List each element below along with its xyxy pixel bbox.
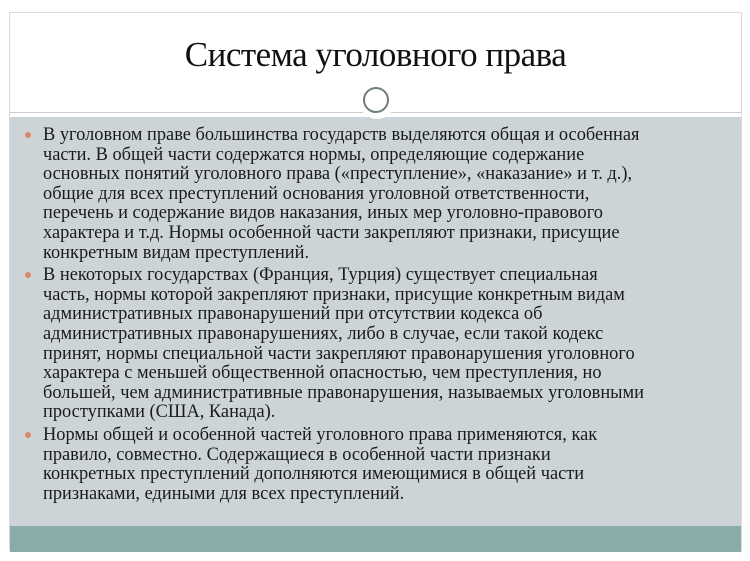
text-line: большей, чем административные правонарушения, называемых уголовными: [43, 381, 645, 403]
bullet-dot-icon: [25, 432, 31, 438]
footer-bar: [10, 526, 741, 552]
circle-ornament-icon: [359, 83, 395, 119]
text-line: характера и т.д. Нормы особенной части закрепляют признаки, присущие: [43, 221, 620, 243]
text-line: проступками (США, Канада).: [43, 401, 276, 423]
text-line: Нормы общей и особенной частей уголовного права применяются, как: [43, 423, 598, 445]
bullet-dot-icon: [25, 132, 31, 138]
text-line: принят, нормы специальной части закрепляют правонарушения уголовного: [43, 342, 635, 364]
text-line: конкретным видам преступлений.: [43, 241, 310, 263]
bullet-item: [43, 125, 743, 262]
text-line: В уголовном праве большинства государств выделяются общая и особенная: [43, 124, 640, 145]
text-line: административных правонарушений при отсутствии кодекса об: [43, 303, 543, 325]
text-line: конкретных преступлений дополняются имеющимися в общей части: [43, 463, 585, 485]
slide-title: Система уголовного права: [184, 35, 567, 74]
slide: [9, 12, 742, 551]
bullet-item: [43, 425, 743, 503]
text-line: часть, нормы которой закрепляют признаки, присущие конкретным видам: [43, 283, 625, 305]
text-line: правило, совместно. Содержащиеся в особенной части признаки: [43, 443, 551, 465]
text-line: общие для всех преступлений основания уголовной ответственности,: [43, 182, 590, 204]
text-line: административных правонарушениях, либо в случае, если такой кодекс: [43, 322, 604, 344]
text-line: характера с меньшей общественной опасностью, чем преступления, но: [43, 362, 602, 384]
text-line: основных понятий уголовного права («преступление», «наказание» и т. д.),: [43, 163, 633, 185]
text-line: В некоторых государствах (Франция, Турция) существует специальная: [43, 264, 598, 286]
bullet-item: [43, 265, 743, 422]
text-line: перечень и содержание видов наказания, иных мер уголовно-правового: [43, 202, 603, 224]
text-line: части. В общей части содержатся нормы, определяющие содержание: [43, 143, 585, 165]
text-line: признаками, едиными для всех преступлений.: [43, 482, 405, 504]
bullet-list: [43, 125, 743, 506]
